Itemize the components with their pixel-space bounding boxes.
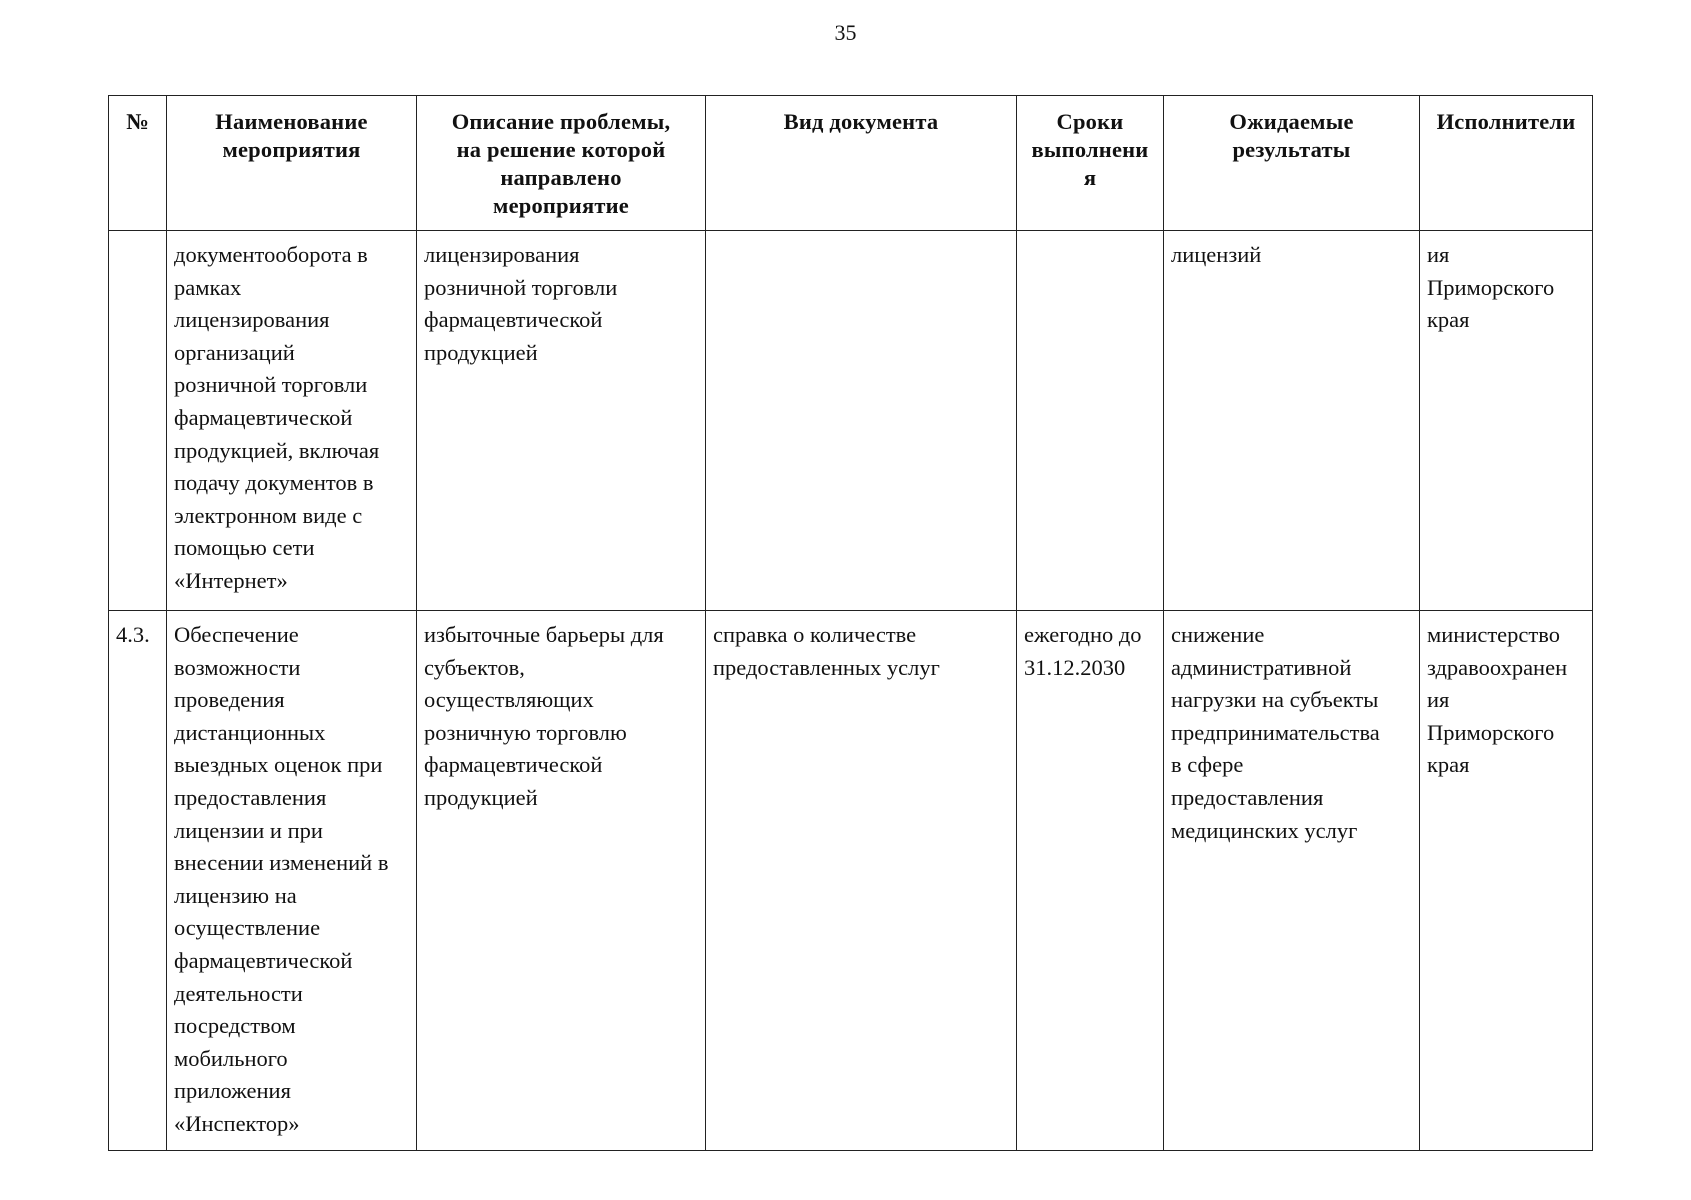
cell-text-line: внесении изменений в — [174, 850, 389, 876]
cell-text-line: продукцией, включая — [174, 437, 380, 463]
cell-text-line: направлено — [500, 165, 622, 190]
cell-text-line: лицензирования — [424, 242, 580, 267]
cell-text-line: приложения — [174, 1078, 291, 1104]
cell-text-line: субъектов, — [424, 654, 525, 680]
cell-text-line: министерство — [1427, 622, 1560, 647]
cell-text-line: розничной торговли — [174, 372, 368, 398]
cell-text-line: здравоохранен — [1427, 654, 1568, 680]
cell-text-line: предоставленных услуг — [713, 654, 940, 680]
cell-text-line: лицензии и при — [174, 817, 323, 843]
cell-text-line: Вид документа — [783, 109, 939, 134]
cell-text-line: дистанционных — [174, 719, 326, 745]
cell-text-line: края — [1427, 752, 1470, 778]
cell-text-line: возможности — [174, 654, 301, 680]
cell-document-type — [706, 611, 1017, 1151]
header-document-type — [706, 96, 1017, 231]
cell-text-line: снижение — [1171, 622, 1265, 647]
measures-table — [108, 95, 1593, 1151]
cell-text-line: Наименование — [215, 109, 368, 134]
cell-text-line: 4.3. — [116, 622, 150, 647]
cell-text-line: розничную торговлю — [424, 719, 627, 745]
cell-text-line: электронном виде с — [174, 502, 363, 528]
cell-text-line: предоставления — [174, 784, 327, 810]
header-executors — [1420, 96, 1593, 231]
header-number — [109, 96, 167, 231]
cell-text-line: на решение которой — [456, 137, 666, 162]
cell-text-line: Описание проблемы, — [451, 109, 671, 134]
cell-text-line: фармацевтической — [424, 752, 603, 778]
table-row — [109, 611, 1593, 1151]
cell-text-line: розничной торговли — [424, 274, 618, 300]
cell-document-type — [706, 231, 1017, 611]
cell-text-line: я — [1083, 165, 1097, 190]
cell-text-line: «Инспектор» — [174, 1110, 300, 1136]
header-problem-description — [417, 96, 706, 231]
cell-number — [109, 231, 167, 611]
cell-text-line: края — [1427, 307, 1470, 333]
cell-text-line: лицензию на — [174, 882, 297, 908]
cell-text-line: рамках — [174, 274, 242, 300]
cell-text-line: предоставления — [1171, 784, 1324, 810]
cell-expected-results — [1164, 611, 1420, 1151]
cell-text-line: № — [126, 109, 149, 134]
cell-executors — [1420, 611, 1593, 1151]
cell-text-line: «Интернет» — [174, 567, 288, 593]
cell-text-line: посредством — [174, 1013, 296, 1039]
cell-text-line: осуществляющих — [424, 687, 594, 713]
cell-text-line: осуществление — [174, 915, 321, 941]
cell-text-line: Обеспечение — [174, 622, 299, 647]
cell-measure-name — [167, 231, 417, 611]
cell-measure-name — [167, 611, 417, 1151]
cell-text-line: проведения — [174, 687, 285, 713]
cell-text-line: ия — [1427, 242, 1450, 267]
cell-text-line: продукцией — [424, 784, 538, 810]
cell-text-line: в сфере — [1171, 752, 1244, 778]
cell-text-line: выполнени — [1031, 137, 1149, 162]
cell-text-line: мобильного — [174, 1045, 288, 1071]
cell-number — [109, 611, 167, 1151]
cell-text-line: Ожидаемые — [1229, 109, 1354, 134]
cell-problem-description — [417, 611, 706, 1151]
cell-text-line: лицензий — [1171, 242, 1262, 267]
cell-text-line: нагрузки на субъекты — [1171, 687, 1379, 713]
table-row — [109, 231, 1593, 611]
cell-text-line: предпринимательства — [1171, 719, 1380, 745]
cell-text-line: фармацевтической — [424, 307, 603, 333]
cell-deadlines — [1017, 611, 1164, 1151]
cell-executors — [1420, 231, 1593, 611]
cell-text-line: избыточные барьеры для — [424, 622, 664, 647]
cell-deadlines — [1017, 231, 1164, 611]
cell-text-line: лицензирования — [174, 307, 330, 333]
cell-problem-description — [417, 231, 706, 611]
cell-text-line: организаций — [174, 339, 295, 365]
cell-text-line: помощью сети — [174, 535, 315, 561]
cell-expected-results — [1164, 231, 1420, 611]
cell-text-line: медицинских услуг — [1171, 817, 1358, 843]
cell-text-line: подачу документов в — [174, 470, 374, 496]
cell-text-line: фармацевтической — [174, 404, 353, 430]
cell-text-line: Приморского — [1427, 274, 1555, 300]
cell-text-line: ежегодно до — [1024, 622, 1142, 647]
table-header-row — [109, 96, 1593, 231]
cell-text-line: деятельности — [174, 980, 303, 1006]
cell-text-line: мероприятия — [222, 137, 361, 162]
header-deadlines — [1017, 96, 1164, 231]
header-measure-name — [167, 96, 417, 231]
cell-text-line: административной — [1171, 654, 1352, 680]
cell-text-line: выездных оценок при — [174, 752, 383, 778]
cell-text-line: документооборота в — [174, 242, 368, 267]
cell-text-line: ия — [1427, 687, 1450, 713]
cell-text-line: справка о количестве — [713, 622, 917, 647]
cell-text-line: Сроки — [1056, 109, 1124, 134]
page-number: 35 — [834, 20, 857, 45]
cell-text-line: результаты — [1232, 137, 1351, 162]
cell-text-line: мероприятие — [493, 193, 629, 218]
cell-text-line: Исполнители — [1436, 109, 1576, 134]
cell-text-line: Приморского — [1427, 719, 1555, 745]
cell-text-line: 31.12.2030 — [1024, 654, 1126, 680]
header-expected-results — [1164, 96, 1420, 231]
cell-text-line: фармацевтической — [174, 947, 353, 973]
cell-text-line: продукцией — [424, 339, 538, 365]
